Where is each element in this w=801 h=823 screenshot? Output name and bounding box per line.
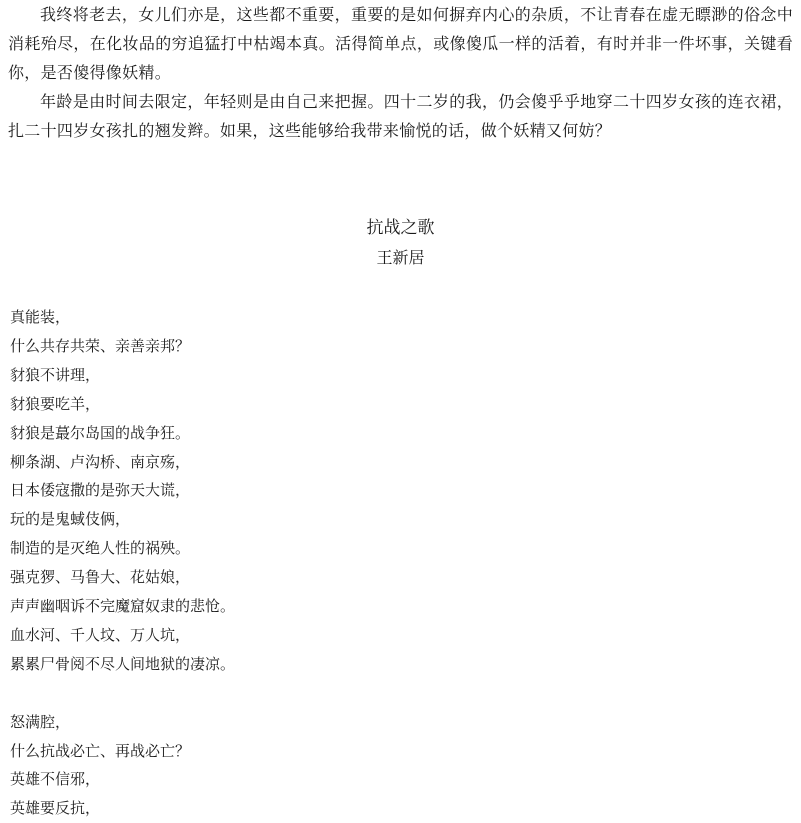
poem-line: 强克猡、马鲁大、花姑娘， (10, 568, 191, 587)
poem-line: 英雄要反抗， (10, 799, 101, 818)
article-prose (8, 0, 793, 145)
poem-line: 日本倭寇撒的是弥天大谎， (10, 481, 191, 500)
poem-stanza (10, 303, 235, 679)
poem-title: 抗战之歌 (366, 218, 435, 238)
poem-line: 什么共存共荣、亲善亲邦？ (10, 336, 191, 355)
poem-stanza (10, 708, 235, 823)
poem-line: 怒满腔， (10, 712, 71, 731)
poem-line: 柳条湖、卢沟桥、南京殇， (10, 452, 191, 471)
poem-author: 王新居 (376, 248, 425, 267)
poem-line: 豺狼是蕞尔岛国的战争狂。 (10, 423, 191, 442)
poem-line: 累累尸骨阅不尽人间地狱的凄凉。 (10, 654, 236, 673)
prose-paragraph: 我终将老去，女儿们亦是，这些都不重要，重要的是如何摒弃内心的杂质，不让青春在虚无瞟渺的俗念中消耗殆尽，在化妆品的穷追猛打中枯竭本真。活得简单点，或像傻瓜一样的活着，有时并非一件坏事，关键看你，是否傻得像妖精。 (8, 5, 793, 82)
poem-line: 豺狼不讲理， (10, 365, 101, 384)
poem-line: 豺狼要吃羊， (10, 394, 101, 413)
poem-line: 英雄不信邪， (10, 770, 101, 789)
poem-body (10, 303, 235, 823)
poem-line: 制造的是灭绝人性的祸殃。 (10, 539, 191, 558)
prose-paragraph: 年龄是由时间去限定，年轻则是由自己来把握。四十二岁的我，仍会傻乎乎地穿二十四岁女孩的连衣裙，扎二十四岁女孩扎的翘发辫。如果，这些能够给我带来愉悦的话，做个妖精又何妨？ (8, 92, 793, 140)
poem-line: 真能装， (10, 308, 71, 326)
poem-line: 声声幽咽诉不完魔窟奴隶的悲怆。 (10, 597, 236, 616)
poem-line: 玩的是鬼蜮伎俩， (10, 510, 131, 529)
poem-line: 血水河、千人坟、万人坑， (10, 625, 191, 644)
poem-line: 什么抗战必亡、再战必亡？ (10, 741, 191, 760)
